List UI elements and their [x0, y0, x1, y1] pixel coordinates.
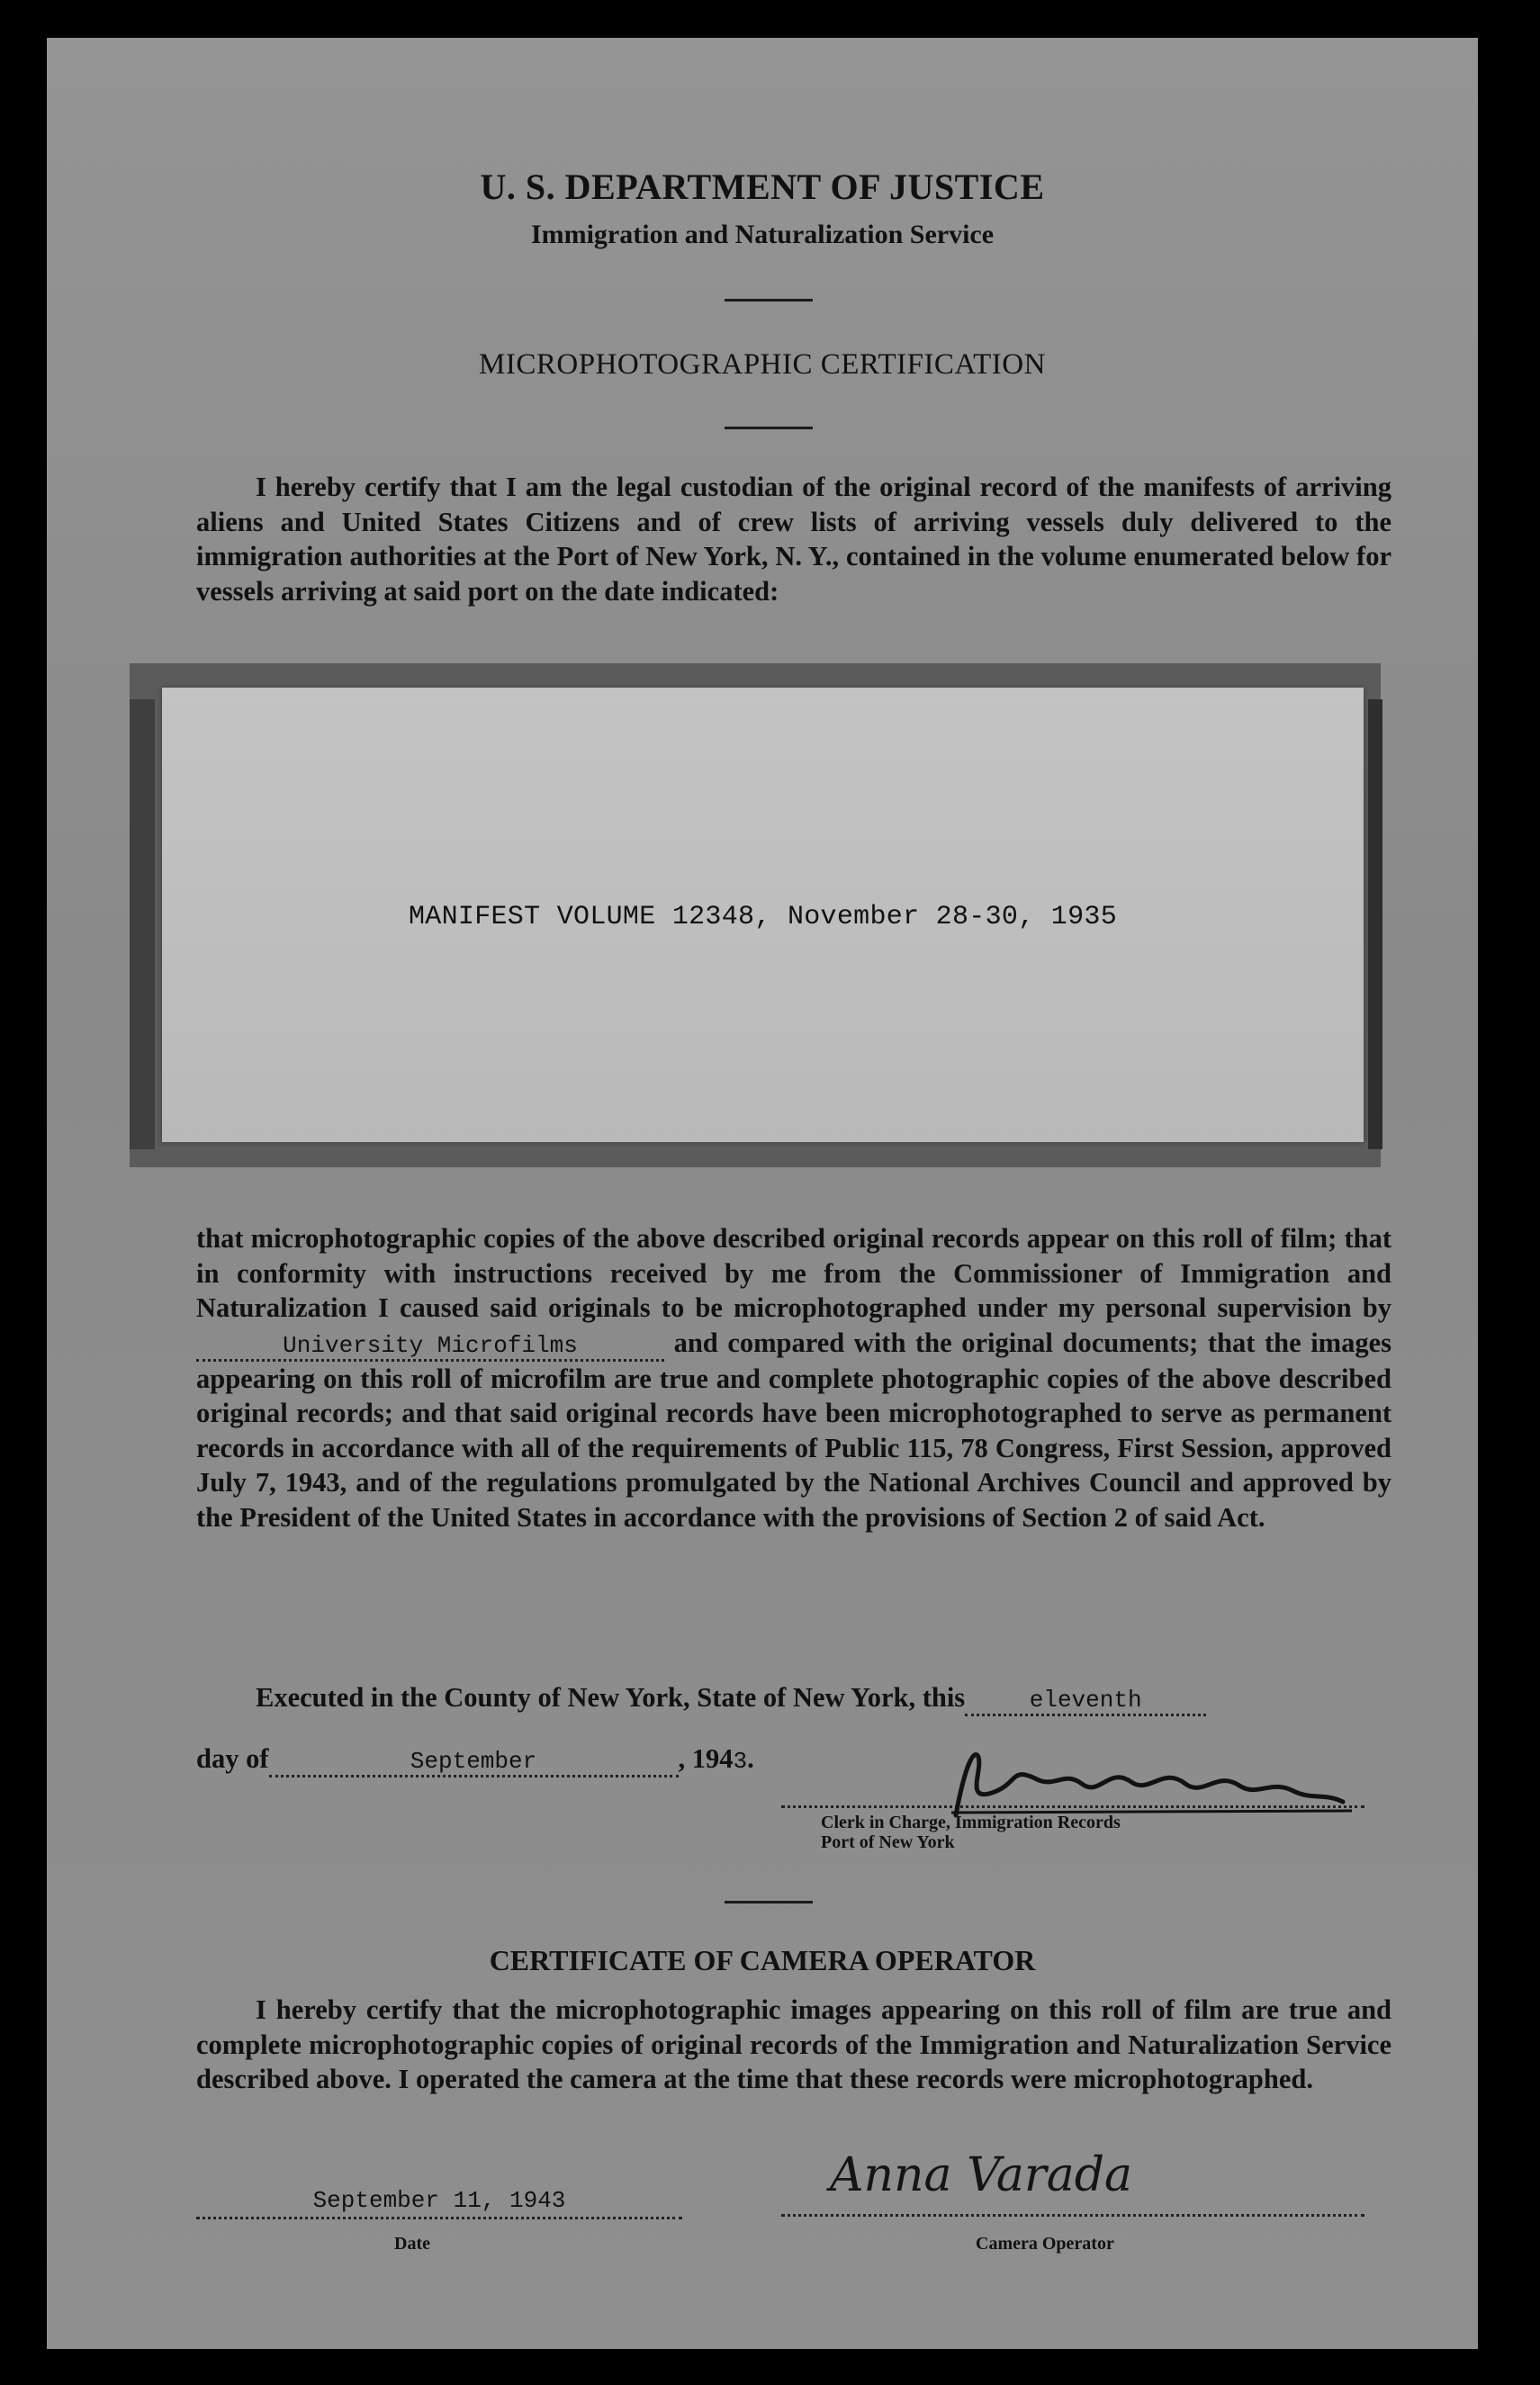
camera-operator-title: CERTIFICATE OF CAMERA OPERATOR: [489, 1944, 1036, 1976]
clerk-office: Port of New York: [821, 1832, 955, 1852]
body-text-part2: and compared with the original documents; that the images appearing on this roll of microfilm are true and complete photographic copies of the above described original records; and that said original records have been microphotographed to serve as permanent records in accordance with all of the requirements of Public 115, 78 Congress, First Session, approved July 7, 1943, and of the regulations promulgated by the National Archives Council and approved by the President of the United States in accordance with the provisions of Section 2 of said Act.: [196, 1327, 1391, 1533]
certification-title: MICROPHOTOGRAPHIC CERTIFICATION: [479, 348, 1046, 381]
manifest-volume-text: MANIFEST VOLUME 12348, November 28-30, 1935: [408, 902, 1118, 932]
intro-text: I hereby certify that I am the legal custodian of the original record of the manifests of arriving aliens and United States Citizens and of crew lists of arriving vessels duly delivered to the immigration authorities at the Port of New York, N. Y., contained in the volume enumerated below for vessels arriving at said port on the date indicated:: [196, 472, 1391, 607]
year-digit: 3: [733, 1748, 748, 1775]
supervisor-field: [196, 1329, 664, 1362]
supervisor-value: University Microfilms: [283, 1331, 578, 1359]
camera-operator-text: I hereby certify that the microphotographic images appearing on this roll of film are true and complete microphotographic copies of original records of the Immigration and Naturalization Service described above. I operated the camera at the time that these records were microphotographed.: [196, 1994, 1391, 2094]
operator-signature: Anna Varada: [830, 2148, 1132, 2202]
date-field: [196, 2187, 682, 2219]
day-of-label: day of: [196, 1743, 269, 1774]
intro-paragraph: [196, 470, 1391, 608]
certificate-sheet: [47, 38, 1478, 2349]
divider-rule: [725, 1901, 813, 1904]
month-field: [269, 1745, 679, 1778]
date-value: September 11, 1943: [312, 2187, 566, 2214]
body-paragraph: [196, 1221, 1391, 1534]
execution-prefix: Executed in the County of New York, State of New York, this: [256, 1682, 966, 1713]
execution-line: [256, 1680, 1391, 1716]
day-field: [965, 1684, 1206, 1716]
clerk-title: Clerk in Charge, Immigration Records: [821, 1813, 1121, 1832]
day-value: eleventh: [1029, 1687, 1142, 1714]
service-subheading: Immigration and Naturalization Service: [530, 220, 995, 249]
certification-body: [196, 1221, 1391, 1534]
camera-operator-paragraph: [196, 1993, 1391, 2097]
year-prefix: , 194: [678, 1743, 734, 1774]
card-edge: [130, 699, 155, 1149]
month-value: September: [410, 1748, 537, 1775]
divider-rule: [725, 427, 813, 429]
divider-rule: [725, 299, 813, 302]
date-label: Date: [394, 2234, 430, 2254]
card-edge: [1368, 699, 1382, 1149]
year-suffix: .: [747, 1743, 754, 1774]
body-text-part1: that microphotographic copies of the above described original records appear on this roll of film; that in conformity with instructions received by me from the Commissioner of Immigration and Naturalization I caused said originals to be microphotographed under my personal supervision by: [196, 1223, 1391, 1323]
operator-label: Camera Operator: [976, 2234, 1114, 2254]
department-heading: U. S. DEPARTMENT OF JUSTICE: [480, 166, 1045, 207]
clerk-caption: [821, 1813, 1121, 1852]
